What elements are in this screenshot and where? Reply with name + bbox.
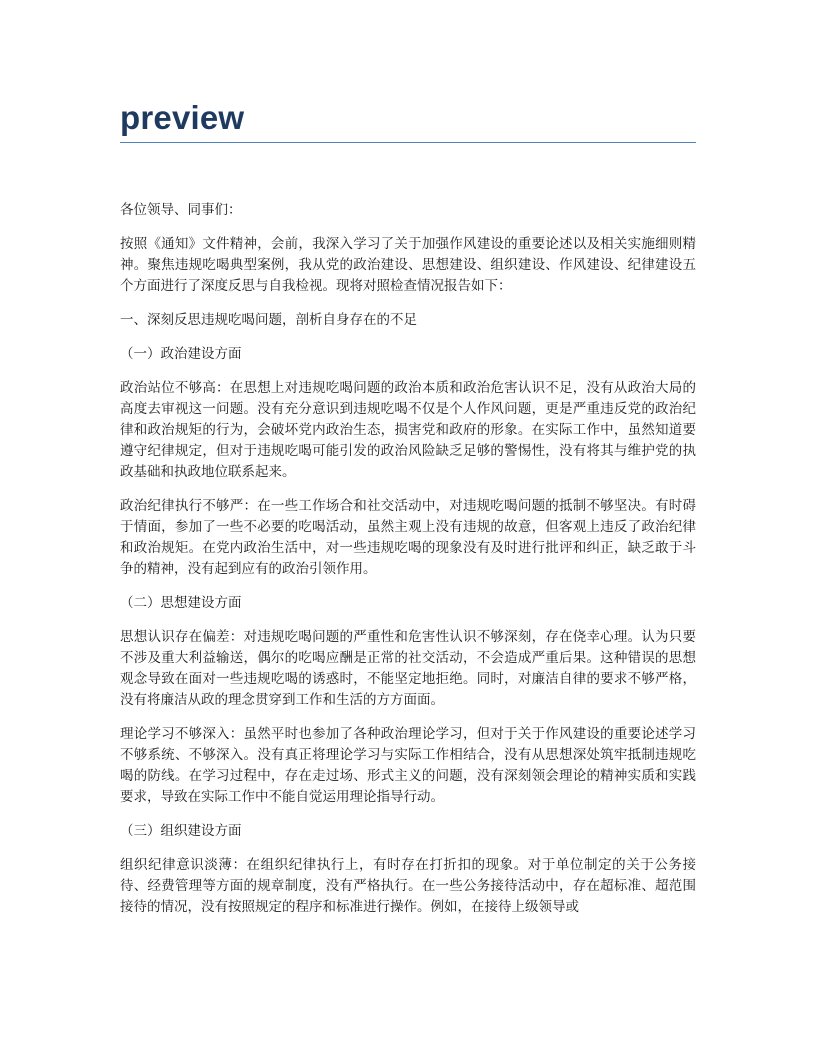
body-paragraph: 理论学习不够深入：虽然平时也参加了各种政治理论学习，但对于关于作风建设的重要论述学习不够系统、不够深入。没有真正将理论学习与实际工作相结合，没有从思想深处筑牢抵制违规吃喝的防线。在学习过程中，存在走过场、形式主义的问题，没有深刻领会理论的精神实质和实践要求，导致在实际工作中不能自觉运用理论指导行动。 bbox=[120, 726, 696, 805]
subsection-heading: （二）思想建设方面 bbox=[120, 595, 242, 611]
intro-paragraph: 按照《通知》文件精神，会前，我深入学习了关于加强作风建设的重要论述以及相关实施细则精神。聚焦违规吃喝典型案例，我从党的政治建设、思想建设、组织建设、作风建设、纪律建设五个方面进行了深度反思与自我检视。现将对照检查情况报告如下： bbox=[120, 236, 696, 294]
body-paragraph: 组织纪律意识淡薄：在组织纪律执行上，有时存在打折扣的现象。对于单位制定的关于公务接待、经费管理等方面的规章制度，没有严格执行。在一些公务接待活动中，存在超标准、超范围接待的情况，没有按照规定的程序和标准进行操作。例如，在接待上级领导或 bbox=[120, 857, 696, 915]
title-divider bbox=[120, 142, 696, 143]
document-page bbox=[120, 0, 696, 931]
document-title: preview bbox=[120, 99, 245, 136]
body-paragraph: 政治站位不够高：在思想上对违规吃喝问题的政治本质和政治危害认识不足，没有从政治大局的高度去审视这一问题。没有充分意识到违规吃喝不仅是个人作风问题，更是严重违反党的政治纪律和政治规矩的行为，会破坏党内政治生态，损害党和政府的形象。在实际工作中，虽然知道要遵守纪律规定，但对于违规吃喝可能引发的政治风险缺乏足够的警惕性，没有将其与维护党的执政基础和执政地位联系起来。 bbox=[120, 380, 696, 480]
greeting-paragraph: 各位领导、同事们： bbox=[120, 202, 242, 218]
body-paragraph: 思想认识存在偏差：对违规吃喝问题的严重性和危害性认识不够深刻，存在侥幸心理。认为只要不涉及重大利益输送，偶尔的吃喝应酬是正常的社交活动，不会造成严重后果。这种错误的思想观念导致在面对一些违规吃喝的诱惑时，不能坚定地拒绝。同时，对廉洁自律的要求不够严格，没有将廉洁从政的理念贯穿到工作和生活的方方面面。 bbox=[120, 629, 696, 708]
body-paragraph: 政治纪律执行不够严：在一些工作场合和社交活动中，对违规吃喝问题的抵制不够坚决。有时碍于情面，参加了一些不必要的吃喝活动，虽然主观上没有违规的故意，但客观上违反了政治纪律和政治规矩。在党内政治生活中，对一些违规吃喝的现象没有及时进行批评和纠正，缺乏敢于斗争的精神，没有起到应有的政治引领作用。 bbox=[120, 498, 696, 577]
document-body bbox=[120, 200, 696, 918]
section-heading: 一、深刻反思违规吃喝问题，剖析自身存在的不足 bbox=[120, 312, 417, 328]
subsection-heading: （三）组织建设方面 bbox=[120, 823, 242, 839]
subsection-heading: （一）政治建设方面 bbox=[120, 346, 242, 362]
